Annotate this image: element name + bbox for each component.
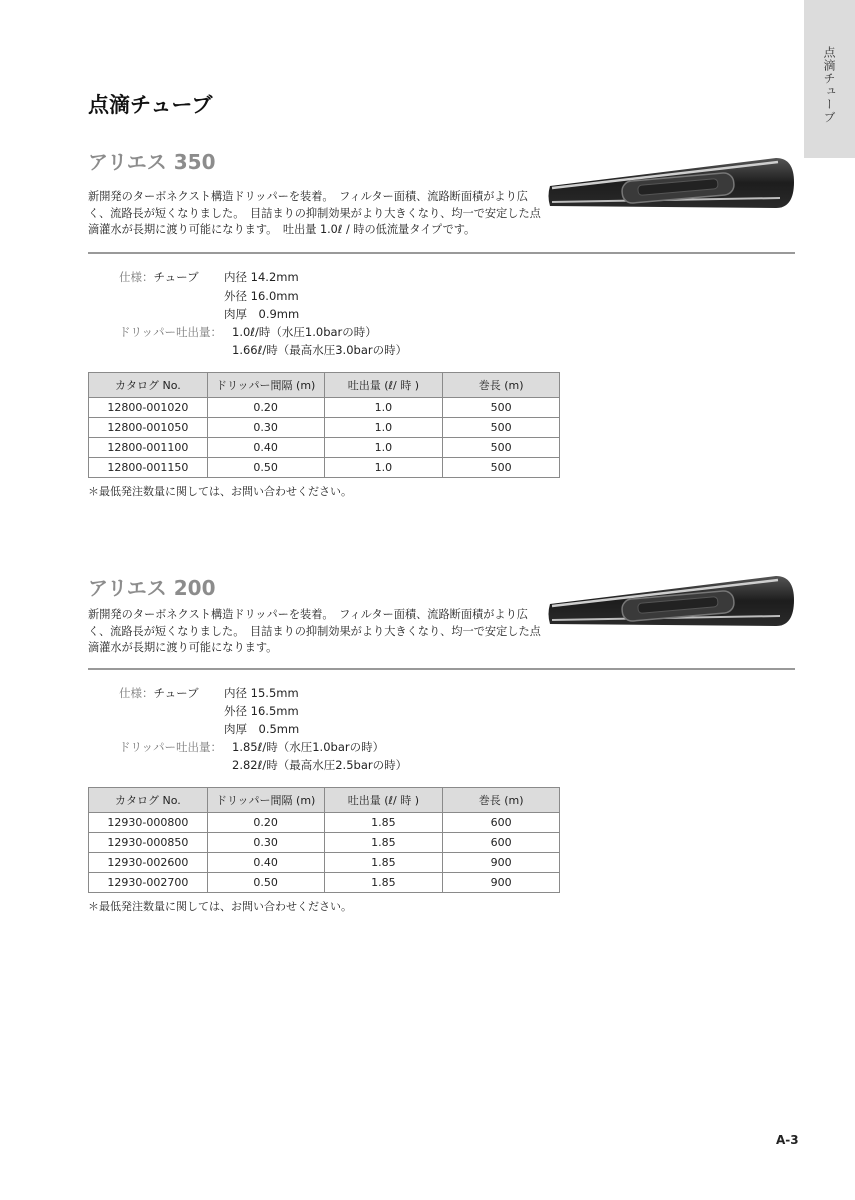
cell-catalog-no: 12930-000800 <box>89 813 208 833</box>
cell-catalog-no: 12800-001020 <box>89 398 208 418</box>
spec-flow-rate-2: 2.82ℓ/時（最高水圧2.5barの時） <box>232 758 408 772</box>
table-header-row <box>89 373 560 398</box>
spec-wall-thickness: 肉厚 0.5mm <box>224 722 300 736</box>
spec-label: 仕様： <box>119 686 154 700</box>
cell-flow-rate: 1.85 <box>324 813 443 833</box>
spec-type-line <box>119 685 199 701</box>
spec-inner-diameter: 内径 15.5mm <box>224 686 299 700</box>
order-note: ＊最低発注数量に関しては、お問い合わせください。 <box>88 900 352 913</box>
header-roll-length: 巻長 (m) <box>443 373 560 398</box>
spec-flow-rate-1: 1.85ℓ/時（水圧1.0barの時） <box>232 740 385 754</box>
cell-dripper-spacing: 0.20 <box>207 398 324 418</box>
header-dripper-spacing: ドリッパー間隔 (m) <box>207 373 324 398</box>
page-number: A-3 <box>776 1133 799 1147</box>
cell-dripper-spacing: 0.40 <box>207 438 324 458</box>
cell-roll-length: 900 <box>443 873 560 893</box>
cell-roll-length: 900 <box>443 853 560 873</box>
cell-roll-length: 600 <box>443 813 560 833</box>
spec-inner-diameter: 内径 14.2mm <box>224 270 299 284</box>
cell-flow-rate: 1.0 <box>324 418 443 438</box>
table-row <box>89 853 560 873</box>
header-flow-rate: 吐出量 (ℓ/ 時 ) <box>324 373 443 398</box>
product-name-aries-350: アリエス 350 <box>88 150 216 174</box>
spec-type: チューブ <box>153 686 199 700</box>
side-tab-label: 点滴チューブ <box>822 46 836 124</box>
table-row <box>89 873 560 893</box>
cell-dripper-spacing: 0.50 <box>207 458 324 478</box>
cell-dripper-spacing: 0.30 <box>207 833 324 853</box>
cell-roll-length: 500 <box>443 438 560 458</box>
table-row <box>89 438 560 458</box>
cell-catalog-no: 12800-001150 <box>89 458 208 478</box>
table-row <box>89 398 560 418</box>
product-description: 新開発のターボネクスト構造ドリッパーを装着。 フィルター面積、流路断面積がより広く、流路長が短くなりました。 目詰まりの抑制効果がより大きくなり、均一で安定した点滴灌水が長期に渡り可能になります。 吐出量 1.0ℓ / 時の低流量タイプです。 <box>88 190 541 236</box>
header-catalog-no: カタログ No. <box>89 788 208 813</box>
order-note: ＊最低発注数量に関しては、お問い合わせください。 <box>88 485 352 498</box>
cell-dripper-spacing: 0.20 <box>207 813 324 833</box>
section-divider <box>88 668 795 670</box>
spec-flow-rate-2: 1.66ℓ/時（最高水圧3.0barの時） <box>232 343 408 357</box>
cell-flow-rate: 1.0 <box>324 398 443 418</box>
spec-wall-thickness: 肉厚 0.9mm <box>224 307 300 321</box>
cell-catalog-no: 12800-001100 <box>89 438 208 458</box>
spec-outer-diameter: 外径 16.0mm <box>224 289 299 303</box>
cell-dripper-spacing: 0.30 <box>207 418 324 438</box>
cell-flow-rate: 1.85 <box>324 853 443 873</box>
table-row <box>89 418 560 438</box>
drip-tube-image <box>548 156 798 234</box>
cell-catalog-no: 12930-000850 <box>89 833 208 853</box>
cell-catalog-no: 12930-002700 <box>89 873 208 893</box>
header-flow-rate: 吐出量 (ℓ/ 時 ) <box>324 788 443 813</box>
section-divider <box>88 252 795 254</box>
cell-roll-length: 500 <box>443 398 560 418</box>
table-header-row <box>89 788 560 813</box>
cell-flow-rate: 1.0 <box>324 458 443 478</box>
spec-flow-label: ドリッパー吐出量： <box>119 325 223 339</box>
spec-label: 仕様： <box>119 270 154 284</box>
table-row <box>89 833 560 853</box>
spec-flow-label: ドリッパー吐出量： <box>119 740 223 754</box>
cell-roll-length: 500 <box>443 418 560 438</box>
header-roll-length: 巻長 (m) <box>443 788 560 813</box>
spec-outer-diameter: 外径 16.5mm <box>224 704 299 718</box>
header-catalog-no: カタログ No. <box>89 373 208 398</box>
header-dripper-spacing: ドリッパー間隔 (m) <box>207 788 324 813</box>
spec-flow-rate-1: 1.0ℓ/時（水圧1.0barの時） <box>232 325 377 339</box>
catalog-table <box>88 372 560 478</box>
table-row <box>89 813 560 833</box>
cell-dripper-spacing: 0.40 <box>207 853 324 873</box>
cell-flow-rate: 1.0 <box>324 438 443 458</box>
catalog-table <box>88 787 560 893</box>
product-description: 新開発のターボネクスト構造ドリッパーを装着。 フィルター面積、流路断面積がより広く、流路長が短くなりました。 目詰まりの抑制効果がより大きくなり、均一で安定した点滴灌水が長期に渡り可能になります。 <box>88 608 541 654</box>
drip-tube-image <box>548 574 798 652</box>
product-name-aries-200: アリエス 200 <box>88 576 216 600</box>
side-index-tab <box>804 0 855 158</box>
spec-type-line <box>119 269 199 285</box>
table-row <box>89 458 560 478</box>
cell-catalog-no: 12930-002600 <box>89 853 208 873</box>
cell-flow-rate: 1.85 <box>324 833 443 853</box>
cell-catalog-no: 12800-001050 <box>89 418 208 438</box>
cell-flow-rate: 1.85 <box>324 873 443 893</box>
cell-roll-length: 600 <box>443 833 560 853</box>
spec-type: チューブ <box>153 270 199 284</box>
cell-roll-length: 500 <box>443 458 560 478</box>
cell-dripper-spacing: 0.50 <box>207 873 324 893</box>
page-title: 点滴チューブ <box>88 93 213 117</box>
